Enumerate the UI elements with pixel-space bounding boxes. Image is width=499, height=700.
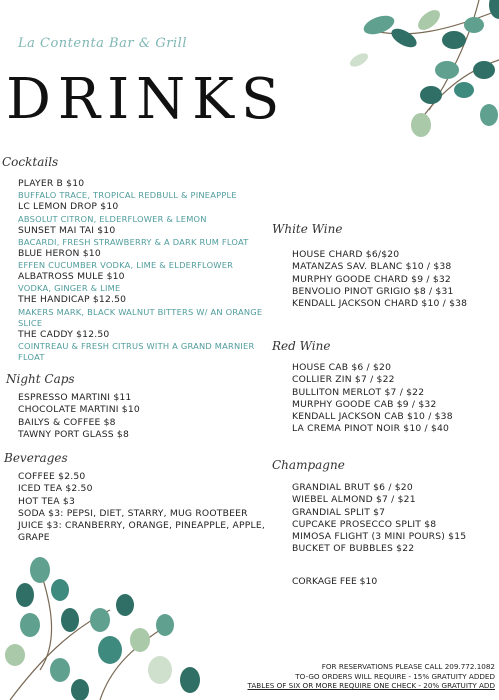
menu-item: LC LEMON DROP $10 — [18, 201, 119, 213]
menu-item-description: EFFEN CUCUMBER VODKA, LIME & ELDERFLOWER — [18, 260, 234, 271]
menu-item: BENVOLIO PINOT GRIGIO $8 / $31 — [292, 285, 454, 297]
menu-item: KENDALL JACKSON CHARD $10 / $38 — [292, 298, 468, 310]
section-title-white-wine: White Wine — [272, 222, 343, 236]
menu-item: CHOCOLATE MARTINI $10 — [18, 404, 140, 416]
menu-item: BLUE HERON $10 — [18, 247, 101, 259]
menu-item: KENDALL JACKSON CAB $10 / $38 — [292, 411, 453, 423]
menu-item: MURPHY GOODE CHARD $9 / $32 — [292, 273, 451, 285]
menu-item-description: MAKERS MARK, BLACK WALNUT BITTERS W/ AN ORANGE SLICE — [18, 306, 263, 328]
menu-item: GRANDIAL SPLIT $7 — [292, 506, 386, 518]
menu-item: ESPRESSO MARTINI $11 — [18, 392, 132, 403]
menu-item: MURPHY GOODE CAB $9 / $32 — [292, 398, 437, 410]
restaurant-name: La Contenta Bar & Grill — [18, 36, 187, 51]
section-title-red-wine: Red Wine — [272, 339, 331, 353]
menu-item: BULLITON MERLOT $7 / $22 — [292, 386, 425, 398]
menu-item: LA CREMA PINOT NOIR $10 / $40 — [292, 423, 450, 435]
reservation-note: FOR RESERVATIONS PLEASE CALL 209.772.1082 — [321, 662, 495, 671]
menu-item: MIMOSA FLIGHT (3 MINI POURS) $15 — [292, 531, 467, 543]
menu-item: COLLIER ZIN $7 / $22 — [292, 374, 395, 386]
menu-item: COFFEE $2.50 — [18, 471, 86, 482]
corkage-fee: CORKAGE FEE $10 — [292, 576, 378, 587]
menu-item: SODA $3: PEPSI, DIET, STARRY, MUG ROOTBEER — [18, 507, 248, 519]
menu-item: TAWNY PORT GLASS $8 — [18, 428, 129, 440]
section-title-night-caps: Night Caps — [6, 372, 75, 386]
cocktails-list — [18, 178, 270, 363]
menu-item-description: ABSOLUT CITRON, ELDERFLOWER & LEMON — [18, 213, 207, 224]
section-title-cocktails: Cocktails — [2, 155, 59, 169]
to-go-note: TO-GO ORDERS WILL REQUIRE - 15% GRATUITY ADDED — [295, 671, 495, 681]
large-party-note: TABLES OF SIX OR MORE REQUIRE ONE CHECK - 20% GRATUITY ADD — [247, 681, 495, 690]
section-title-champagne: Champagne — [272, 458, 345, 472]
menu-item: ALBATROSS MULE $10 — [18, 271, 125, 283]
champagne-list — [292, 482, 492, 556]
menu-item: MATANZAS SAV. BLANC $10 / $38 — [292, 261, 452, 273]
beverages-list — [18, 471, 273, 545]
night-caps-list — [18, 392, 258, 441]
menu-item-description: VODKA, GINGER & LIME — [18, 283, 121, 294]
footer-notes — [248, 662, 495, 691]
menu-item-description: BUFFALO TRACE, TROPICAL REDBULL & PINEAPPLE — [18, 190, 237, 201]
menu-item: HOUSE CAB $6 / $20 — [292, 362, 392, 373]
menu-item: GRANDIAL BRUT $6 / $20 — [292, 482, 413, 493]
section-title-beverages: Beverages — [4, 451, 68, 465]
menu-item: CUPCAKE PROSECCO SPLIT $8 — [292, 518, 437, 530]
menu-item: HOUSE CHARD $6/$20 — [292, 249, 400, 260]
menu-item: HOT TEA $3 — [18, 495, 75, 507]
leafy-branch-illustration — [0, 550, 230, 700]
page-title: DRINKS — [6, 67, 287, 132]
menu-item-description: BACARDI, FRESH STRAWBERRY & A DARK RUM FLOAT — [18, 236, 249, 247]
menu-item-description: COINTREAU & FRESH CITRUS WITH A GRAND MARNIER FLOAT — [18, 341, 255, 363]
menu-item: BUCKET OF BUBBLES $22 — [292, 543, 415, 555]
menu-item: THE CADDY $12.50 — [18, 328, 110, 340]
menu-item: PLAYER B $10 — [18, 178, 85, 189]
menu-item: JUICE $3: CRANBERRY, ORANGE, PINEAPPLE, APPLE, GRAPE — [18, 520, 265, 544]
menu-item: THE HANDICAP $12.50 — [18, 294, 127, 306]
white-wine-list — [292, 249, 492, 310]
menu-item: WIEBEL ALMOND $7 / $21 — [292, 494, 416, 506]
menu-item: SUNSET MAI TAI $10 — [18, 224, 116, 236]
red-wine-list — [292, 362, 492, 436]
menu-item: BAILYS & COFFEE $8 — [18, 416, 116, 428]
menu-item: ICED TEA $2.50 — [18, 483, 93, 495]
